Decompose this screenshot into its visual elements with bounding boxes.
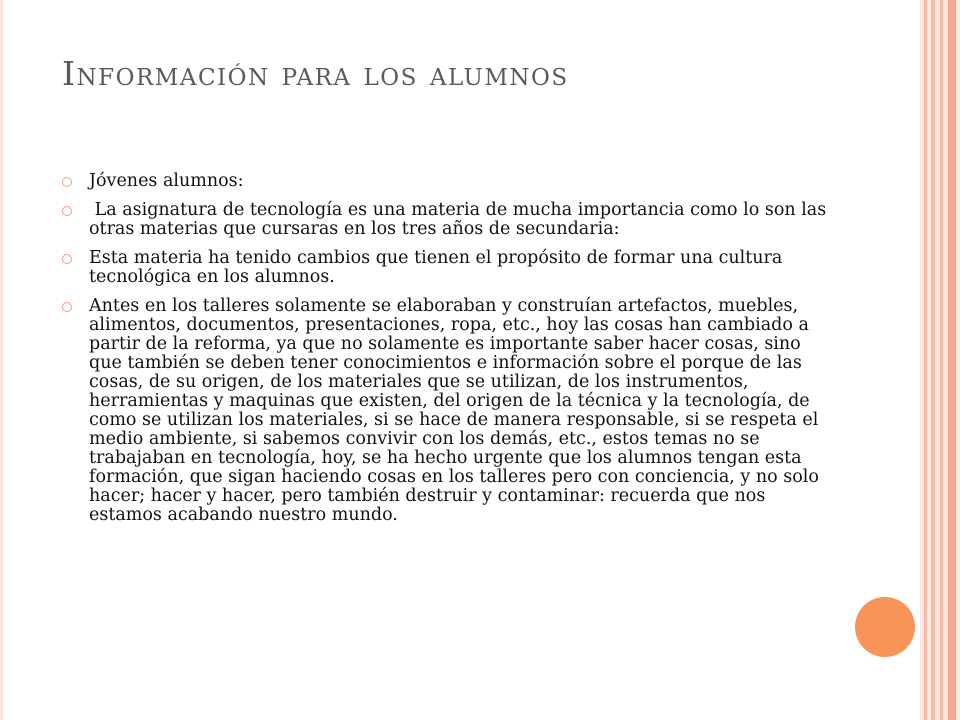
hollow-circle-bullet-icon <box>62 206 72 216</box>
left-edge-decoration <box>0 0 3 720</box>
hollow-circle-bullet-icon <box>62 302 72 312</box>
border-stripe <box>924 0 927 720</box>
bullet-text: La asignatura de tecnología es una materia de mucha importancia como lo son las otras materias que cursaras en los tres años de secundaria: <box>89 200 832 239</box>
border-stripe <box>940 0 943 720</box>
bullet-text: Antes en los talleres solamente se elaboraban y construían artefactos, muebles, alimentos, documentos, presentaciones, ropa, etc., hoy las cosas han cambiado a partir de la reforma, ya que no solamente es importante saber hacer cosas, sino que también se deben tener conocimientos e información sobre el porque de las cosas, de su origen, de los materiales que se utilizan, de los instrumentos, herramientas y maquinas que existen, del origen de la técnica y la tecnología, de como se utilizan los materiales, si se hace de manera responsable, si se respeta el medio ambiente, si sabemos convivir con los demás, etc., estos temas no se trabajaban en tecnología, hoy, se ha hecho urgente que los alumnos tengan esta formación, que sigan haciendo cosas en los talleres pero con conciencia, y no solo hacer; hacer y hacer, pero también destruir y contaminar: recuerda que nos estamos acabando nuestro mundo. <box>89 296 819 525</box>
bullet-list <box>62 172 832 535</box>
bullet-item <box>62 297 832 525</box>
bullet-text: Jóvenes alumnos: <box>89 171 244 191</box>
hollow-circle-bullet-icon <box>62 254 72 264</box>
bullet-item <box>62 201 832 239</box>
orange-circle-decoration <box>855 597 915 657</box>
bullet-item <box>62 172 832 191</box>
bullet-item <box>62 249 832 287</box>
border-stripe <box>948 0 956 720</box>
bullet-text: Esta materia ha tenido cambios que tienen el propósito de formar una cultura tecnológica en los alumnos. <box>89 248 783 287</box>
border-stripe <box>931 0 935 720</box>
right-striped-border <box>920 0 960 720</box>
slide-title: Información para los alumnos <box>62 54 569 93</box>
hollow-circle-bullet-icon <box>62 177 72 187</box>
